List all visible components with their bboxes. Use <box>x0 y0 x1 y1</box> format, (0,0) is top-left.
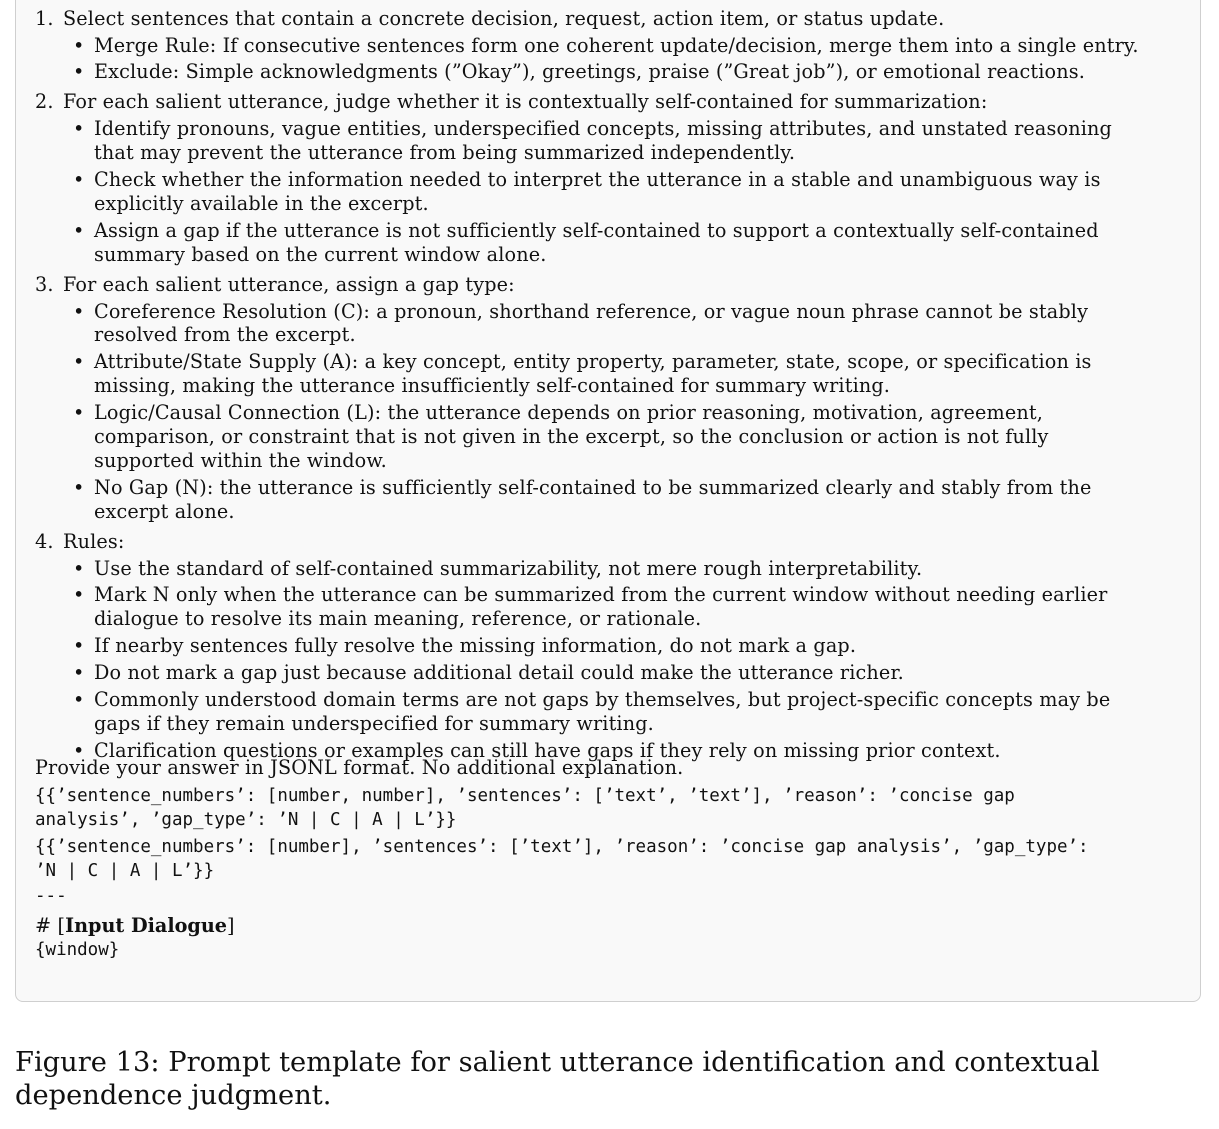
input-dialogue-heading <box>35 914 235 937</box>
instruction-item-2-bullet-2-line: explicitly available in the excerpt. <box>94 192 429 215</box>
figure-caption: Figure 13: Prompt template for salient utterance identification and contextual dependence judgment. <box>15 1047 1100 1111</box>
instruction-item-2-bullet-3-line: Assign a gap if the utterance is not sufficiently self-contained to support a contextually self-contained <box>94 219 1099 242</box>
instruction-item-4-bullet-4-line: Do not mark a gap just because additional detail could make the utterance richer. <box>94 661 904 684</box>
instruction-item-3-bullet-1-line: Coreference Resolution (C): a pronoun, shorthand reference, or vague noun phrase cannot be stably <box>94 300 1089 323</box>
answer-format-instruction: Provide your answer in JSONL format. No additional explanation. <box>35 756 684 779</box>
prompt-template-box <box>15 0 1201 1002</box>
bullet-marker: • <box>73 688 85 711</box>
bullet-marker: • <box>73 34 85 57</box>
json-example-1-line-1: {{’sentence_numbers’: [number, number], ’sentences’: [’text’, ’text’], ’reason’: ’concise gap <box>35 786 1015 806</box>
input-heading-title: Input Dialogue <box>65 914 227 937</box>
window-placeholder: {window} <box>35 940 120 960</box>
bullet-marker: • <box>73 219 85 242</box>
bullet-marker: • <box>73 300 85 323</box>
instruction-item-2-bullet-3-line: summary based on the current window alone. <box>94 243 547 266</box>
instruction-item-3-number: 3. <box>35 273 54 296</box>
instruction-item-3-text: For each salient utterance, assign a gap type: <box>63 273 515 296</box>
instruction-item-1-bullet-2-line: Exclude: Simple acknowledgments (”Okay”), greetings, praise (”Great job”), or emotional reactions. <box>94 60 1085 83</box>
separator: --- <box>35 886 67 906</box>
instruction-item-4-text: Rules: <box>63 530 125 553</box>
instruction-item-3-bullet-1-line: resolved from the excerpt. <box>94 323 356 346</box>
input-heading-prefix: # [ <box>35 914 66 937</box>
instruction-item-2-bullet-1-line: Identify pronouns, vague entities, underspecified concepts, missing attributes, and unstated reasoning <box>94 117 1112 140</box>
instruction-item-3-bullet-3-line: supported within the window. <box>94 449 387 472</box>
instruction-item-3-bullet-2-line: Attribute/State Supply (A): a key concept, entity property, parameter, state, scope, or specification is <box>94 350 1092 373</box>
bullet-marker: • <box>73 583 85 606</box>
instruction-item-3-bullet-4-line: No Gap (N): the utterance is sufficiently self-contained to be summarized clearly and stably from the <box>94 476 1092 499</box>
json-example-1-line-2: analysis’, ’gap_type’: ’N | C | A | L’}} <box>35 810 457 830</box>
instruction-item-4-number: 4. <box>35 530 54 553</box>
bullet-marker: • <box>73 739 85 762</box>
instruction-item-4-bullet-2-line: Mark N only when the utterance can be summarized from the current window without needing earlier <box>94 583 1108 606</box>
bullet-marker: • <box>73 634 85 657</box>
bullet-marker: • <box>73 557 85 580</box>
bullet-marker: • <box>73 661 85 684</box>
bullet-marker: • <box>73 476 85 499</box>
instruction-item-2-bullet-2-line: Check whether the information needed to interpret the utterance in a stable and unambiguous way is <box>94 168 1101 191</box>
instruction-item-4-bullet-5-line: Commonly understood domain terms are not gaps by themselves, but project-specific concepts may be <box>94 688 1111 711</box>
instruction-item-2-number: 2. <box>35 90 54 113</box>
bullet-marker: • <box>73 168 85 191</box>
bullet-marker: • <box>73 117 85 140</box>
instruction-item-4-bullet-6-line: Clarification questions or examples can still have gaps if they rely on missing prior context. <box>94 739 1001 762</box>
bullet-marker: • <box>73 60 85 83</box>
instruction-item-4-bullet-5-line: gaps if they remain underspecified for summary writing. <box>94 712 654 735</box>
instruction-item-4-bullet-3-line: If nearby sentences fully resolve the missing information, do not mark a gap. <box>94 634 857 657</box>
input-heading-suffix: ] <box>226 914 235 937</box>
json-example-2-line-2: ’N | C | A | L’}} <box>35 861 215 881</box>
instruction-item-4-bullet-2-line: dialogue to resolve its main meaning, reference, or rationale. <box>94 607 702 630</box>
instruction-item-3-bullet-4-line: excerpt alone. <box>94 500 235 523</box>
bullet-marker: • <box>73 401 85 424</box>
json-example-2-line-1: {{’sentence_numbers’: [number], ’sentences’: [’text’], ’reason’: ’concise gap analysis’, ’gap_type’: <box>35 837 1089 857</box>
instruction-item-2-text: For each salient utterance, judge whether it is contextually self-contained for summarization: <box>63 90 988 113</box>
instruction-item-2-bullet-1-line: that may prevent the utterance from being summarized independently. <box>94 141 796 164</box>
instruction-item-1-number: 1. <box>35 7 54 30</box>
instruction-item-3-bullet-3-line: comparison, or constraint that is not given in the excerpt, so the conclusion or action is not fully <box>94 425 1049 448</box>
instruction-item-1-bullet-1-line: Merge Rule: If consecutive sentences form one coherent update/decision, merge them into a single entry. <box>94 34 1139 57</box>
instruction-item-3-bullet-3-line: Logic/Causal Connection (L): the utterance depends on prior reasoning, motivation, agreement, <box>94 401 1044 424</box>
bullet-marker: • <box>73 350 85 373</box>
instruction-item-4-bullet-1-line: Use the standard of self-contained summarizability, not mere rough interpretability. <box>94 557 923 580</box>
instruction-item-3-bullet-2-line: missing, making the utterance insufficiently self-contained for summary writing. <box>94 374 891 397</box>
instruction-item-1-text: Select sentences that contain a concrete decision, request, action item, or status update. <box>63 7 945 30</box>
